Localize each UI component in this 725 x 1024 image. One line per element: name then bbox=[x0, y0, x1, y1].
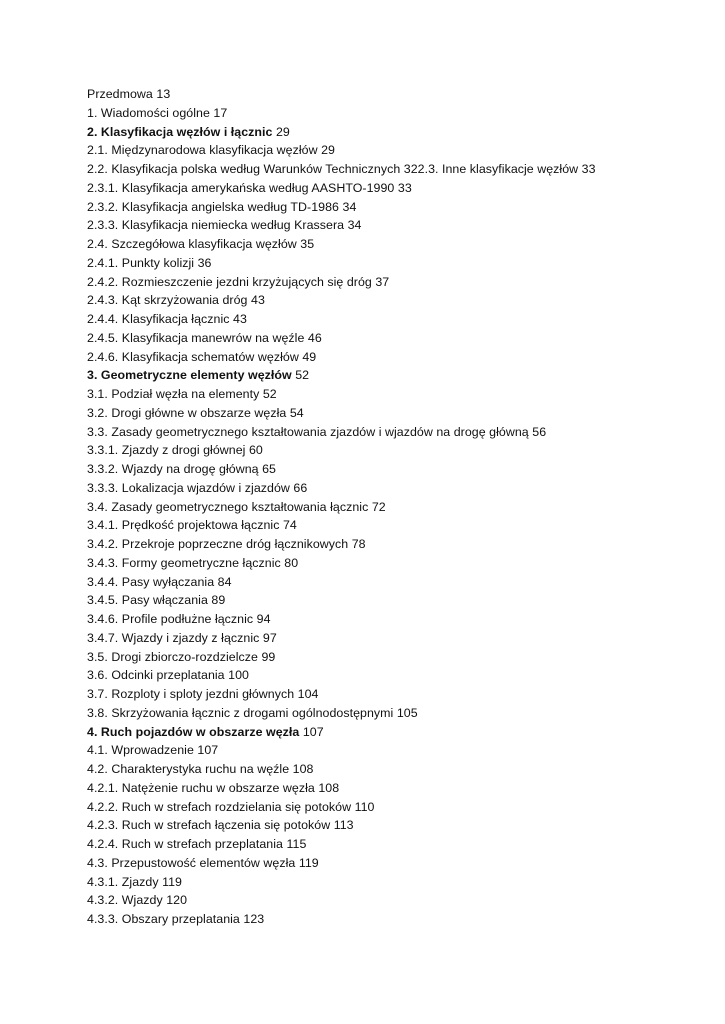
toc-entry bbox=[87, 723, 707, 742]
toc-entry-page-number: 60 bbox=[248, 443, 263, 458]
toc-entry-page-number: 33 bbox=[581, 162, 596, 176]
toc-entry bbox=[87, 160, 707, 179]
toc-entry-page-number: 36 bbox=[197, 255, 212, 270]
toc-entry-page-number: 115 bbox=[286, 837, 307, 851]
toc-entry-page-number: 54 bbox=[289, 405, 304, 420]
toc-entry-page-number: 66 bbox=[293, 480, 308, 495]
toc-entry bbox=[87, 385, 707, 404]
toc-entry bbox=[87, 873, 707, 892]
toc-entry-title: 2.3.1. Klasyfikacja amerykańska według AASHTO-1990 bbox=[87, 180, 395, 195]
toc-entry-title: 3.4. Zasady geometrycznego kształtowania łącznic bbox=[87, 499, 369, 514]
toc-entry bbox=[87, 216, 707, 235]
toc-entry bbox=[87, 179, 707, 198]
toc-entry-title: 3.8. Skrzyżowania łącznic z drogami ogólnodostępnymi bbox=[87, 705, 394, 720]
toc-entry-title: 2.4.2. Rozmieszczenie jezdni krzyżujących się dróg bbox=[87, 274, 372, 289]
toc-entry-title: 2.4. Szczegółowa klasyfikacja węzłów bbox=[87, 237, 297, 251]
toc-entry-page-number: 94 bbox=[256, 612, 271, 626]
toc-entry-title: 3.5. Drogi zbiorczo-rozdzielcze bbox=[87, 649, 258, 664]
toc-entry-title: 3.7. Rozploty i sploty jezdni głównych bbox=[87, 687, 295, 701]
toc-entry-title: 3.3.1. Zjazdy z drogi głównej bbox=[87, 443, 246, 458]
toc-entry-page-number: 29 bbox=[321, 143, 335, 158]
toc-entry-page-number: 72 bbox=[371, 499, 386, 514]
toc-entry-page-number: 13 bbox=[156, 87, 171, 101]
toc-entry-title: 3.4.5. Pasy włączania bbox=[87, 593, 208, 608]
toc-entry-title: 4.3.3. Obszary przeplatania bbox=[87, 912, 240, 926]
toc-entry-page-number: 33 bbox=[397, 180, 412, 195]
toc-entry-page-number: 34 bbox=[347, 218, 362, 233]
toc-entry-title: 4.2.3. Ruch w strefach łączenia się potoków bbox=[87, 818, 331, 833]
toc-entry-title: 2.3.3. Klasyfikacja niemiecka według Krassera bbox=[87, 218, 345, 233]
toc-entry-page-number: 120 bbox=[166, 893, 188, 908]
toc-entry bbox=[87, 404, 707, 423]
toc-entry-title: 4.3. Przepustowość elementów węzła bbox=[87, 855, 296, 870]
toc-entry-page-number: 65 bbox=[262, 462, 276, 476]
toc-entry bbox=[87, 254, 707, 273]
toc-entry-title: 1. Wiadomości ogólne bbox=[87, 105, 210, 120]
toc-entry-title: 3.4.4. Pasy wyłączania bbox=[87, 574, 215, 589]
toc-entry bbox=[87, 741, 707, 760]
toc-entry-title: 4.2.2. Ruch w strefach rozdzielania się potoków bbox=[87, 799, 352, 814]
toc-entry bbox=[87, 479, 707, 498]
toc-entry-title: 3.3.2. Wjazdy na drogę główną bbox=[87, 462, 259, 476]
toc-entry bbox=[87, 816, 707, 835]
toc-entry-page-number: 17 bbox=[213, 105, 228, 120]
toc-entry bbox=[87, 516, 707, 535]
toc-entry bbox=[87, 760, 707, 779]
toc-entry bbox=[87, 291, 707, 310]
toc-entry-page-number: 89 bbox=[211, 593, 226, 608]
toc-entry-page-number: 105 bbox=[396, 705, 418, 720]
toc-entry-page-number: 107 bbox=[302, 724, 324, 739]
toc-entry bbox=[87, 104, 707, 123]
toc-entry bbox=[87, 329, 707, 348]
toc-entry bbox=[87, 535, 707, 554]
toc-entry-page-number: 119 bbox=[298, 855, 319, 870]
toc-entry bbox=[87, 273, 707, 292]
toc-entry bbox=[87, 460, 707, 479]
toc-entry-title: 2.4.6. Klasyfikacja schematów węzłów bbox=[87, 349, 299, 364]
toc-entry bbox=[87, 591, 707, 610]
toc-entry bbox=[87, 629, 707, 648]
toc-entry-title: 2.4.3. Kąt skrzyżowania dróg bbox=[87, 293, 248, 308]
toc-entry bbox=[87, 779, 707, 798]
toc-entry-page-number: 29 bbox=[275, 124, 290, 139]
toc-entry-page-number: 119 bbox=[162, 874, 182, 889]
toc-entry-page-number: 37 bbox=[375, 274, 390, 289]
table-of-contents bbox=[87, 85, 707, 929]
toc-entry-page-number: 80 bbox=[284, 555, 299, 570]
toc-entry bbox=[87, 666, 707, 685]
toc-entry bbox=[87, 910, 707, 929]
toc-entry bbox=[87, 798, 707, 817]
toc-entry-title: 4.1. Wprowadzenie bbox=[87, 743, 194, 758]
toc-entry-page-number: 97 bbox=[262, 630, 277, 645]
toc-entry bbox=[87, 648, 707, 667]
toc-entry bbox=[87, 85, 707, 104]
toc-entry-page-number: 107 bbox=[197, 743, 219, 758]
toc-entry-title: 3.4.3. Formy geometryczne łącznic bbox=[87, 555, 281, 570]
toc-entry-title: 4. Ruch pojazdów w obszarze węzła bbox=[87, 724, 300, 739]
toc-entry bbox=[87, 235, 707, 254]
toc-entry bbox=[87, 366, 707, 385]
toc-entry bbox=[87, 198, 707, 217]
toc-entry bbox=[87, 141, 707, 160]
toc-entry-title: 3.3. Zasady geometrycznego kształtowania zjazdów i wjazdów na drogę główną bbox=[87, 424, 529, 439]
toc-entry-title: 2.2. Klasyfikacja polska według Warunków Technicznych 322.3. Inne klasyfikacje węzłów bbox=[87, 162, 579, 176]
toc-entry-title: 2. Klasyfikacja węzłów i łącznic bbox=[87, 124, 273, 139]
toc-entry-page-number: 100 bbox=[228, 668, 249, 683]
toc-entry-title: 3. Geometryczne elementy węzłów bbox=[87, 368, 292, 383]
toc-entry-page-number: 43 bbox=[233, 312, 247, 326]
toc-entry bbox=[87, 348, 707, 367]
toc-entry-page-number: 123 bbox=[243, 912, 265, 926]
toc-entry bbox=[87, 310, 707, 329]
toc-entry-title: 3.4.6. Profile podłużne łącznic bbox=[87, 612, 254, 626]
toc-entry bbox=[87, 835, 707, 854]
toc-entry-title: 3.4.2. Przekroje poprzeczne dróg łącznikowych bbox=[87, 537, 349, 551]
toc-entry bbox=[87, 854, 707, 873]
toc-entry-title: 4.3.2. Wjazdy bbox=[87, 893, 163, 908]
toc-entry bbox=[87, 573, 707, 592]
toc-entry-title: 2.3.2. Klasyfikacja angielska według TD-1986 bbox=[87, 199, 339, 214]
toc-entry-title: 3.1. Podział węzła na elementy bbox=[87, 387, 260, 401]
toc-entry-page-number: 113 bbox=[333, 818, 354, 833]
toc-entry-page-number: 104 bbox=[297, 687, 319, 701]
toc-entry-page-number: 108 bbox=[292, 762, 314, 776]
toc-entry-page-number: 84 bbox=[217, 574, 232, 589]
toc-entry-title: 4.2.1. Natężenie ruchu w obszarze węzła bbox=[87, 780, 315, 795]
toc-entry bbox=[87, 423, 707, 442]
toc-entry-title: 2.4.4. Klasyfikacja łącznic bbox=[87, 312, 230, 326]
toc-entry-title: 4.3.1. Zjazdy bbox=[87, 874, 159, 889]
toc-entry-page-number: 34 bbox=[342, 199, 357, 214]
toc-entry-page-number: 43 bbox=[251, 293, 265, 308]
toc-entry-page-number: 52 bbox=[295, 368, 310, 383]
toc-entry-page-number: 99 bbox=[261, 649, 276, 664]
toc-entry bbox=[87, 610, 707, 629]
toc-entry bbox=[87, 123, 707, 142]
toc-entry-page-number: 110 bbox=[354, 799, 375, 814]
toc-entry-title: 3.4.7. Wjazdy i zjazdy z łącznic bbox=[87, 630, 260, 645]
toc-entry-title: 4.2. Charakterystyka ruchu na węźle bbox=[87, 762, 290, 776]
toc-entry-title: 2.1. Międzynarodowa klasyfikacja węzłów bbox=[87, 143, 318, 158]
toc-entry-title: 2.4.5. Klasyfikacja manewrów na węźle bbox=[87, 330, 305, 345]
toc-entry-title: 2.4.1. Punkty kolizji bbox=[87, 255, 195, 270]
toc-entry-title: 3.3.3. Lokalizacja wjazdów i zjazdów bbox=[87, 480, 290, 495]
toc-entry bbox=[87, 498, 707, 517]
toc-entry bbox=[87, 685, 707, 704]
toc-entry bbox=[87, 891, 707, 910]
toc-entry-title: Przedmowa bbox=[87, 87, 153, 101]
toc-entry-title: 3.6. Odcinki przeplatania bbox=[87, 668, 225, 683]
toc-entry-page-number: 56 bbox=[532, 424, 547, 439]
toc-entry-page-number: 52 bbox=[262, 387, 277, 401]
toc-entry-page-number: 74 bbox=[282, 518, 297, 533]
toc-entry bbox=[87, 441, 707, 460]
toc-entry-title: 3.4.1. Prędkość projektowa łącznic bbox=[87, 518, 280, 533]
toc-entry-page-number: 46 bbox=[307, 330, 322, 345]
toc-entry-page-number: 78 bbox=[351, 537, 366, 551]
toc-entry-page-number: 49 bbox=[302, 349, 317, 364]
toc-entry-title: 4.2.4. Ruch w strefach przeplatania bbox=[87, 837, 283, 851]
toc-entry-page-number: 108 bbox=[318, 780, 340, 795]
toc-entry-page-number: 35 bbox=[300, 237, 315, 251]
toc-entry bbox=[87, 554, 707, 573]
toc-entry-title: 3.2. Drogi główne w obszarze węzła bbox=[87, 405, 287, 420]
toc-entry bbox=[87, 704, 707, 723]
